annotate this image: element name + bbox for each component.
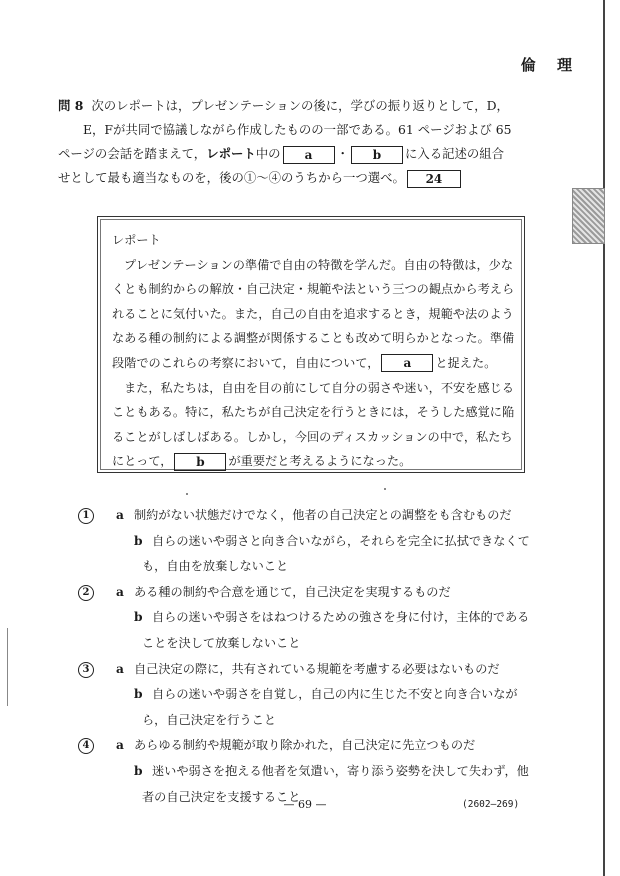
choice-1-number-circle: 1 (78, 508, 94, 524)
section-tab-marker (572, 188, 605, 244)
report-text-5b: と捉えた。 (435, 355, 497, 370)
choice-2-number-circle: 2 (78, 585, 94, 601)
report-keyword: レポート (206, 146, 256, 161)
report-text-9a: にとって， (112, 454, 173, 469)
report-title: レポート (112, 233, 161, 247)
question-line-2: E，Fが共同で協議しながら作成したものの一部である。61 ページおよび 65 (83, 122, 512, 137)
question-number: 問 8 (58, 98, 84, 113)
report-line-6: また，私たちは，自由を目の前にして自分の弱さや迷い，不安を感じる (124, 380, 514, 395)
answer-choices (80, 503, 540, 810)
choice-1-a-text: 制約がない状態だけでなく，他者の自己決定との調整をも含むものだ (134, 508, 512, 522)
question-stem (58, 94, 528, 190)
label-a: a (116, 738, 124, 753)
report-blank-a: a (381, 354, 433, 372)
question-text-3c: に入る記述の組合 (404, 146, 505, 161)
report-line-3: れることに気付いた。また，自己の自由を追求するとき，規範や法のよう (112, 306, 514, 321)
choice-4-number-circle: 4 (78, 738, 94, 754)
choice-2-b-cont: ことを決して放棄しないこと (142, 635, 301, 650)
label-b: b (134, 687, 143, 702)
scan-speck (384, 488, 386, 490)
choice-4-a[interactable] (80, 733, 540, 759)
answer-number-box: 24 (407, 170, 461, 188)
question-line-1 (58, 94, 528, 118)
label-b: b (134, 533, 143, 548)
choice-1-b-text: 自らの迷いや弱さと向き合いながら，それらを完全に払拭できなくて (152, 533, 530, 548)
choice-2-a[interactable] (80, 580, 540, 606)
choice-1-b-cont: も，自由を放棄しないこと (142, 559, 289, 574)
scan-speck (186, 493, 188, 495)
choice-3-b-cont: ら，自己決定を行うこと (142, 712, 277, 727)
question-line-4 (58, 166, 528, 190)
question-text-4: せとして最も適当なものを，後の①～④のうちから一つ選べ。 (58, 170, 405, 185)
report-text-9b: が重要だと考えるようになった。 (228, 454, 412, 469)
choice-4-b (80, 759, 540, 785)
blank-b-box: b (351, 146, 403, 164)
choice-4-b-cont: 者の自己決定を支援すること (142, 789, 301, 804)
question-text-3a: ページの会話を踏まえて， (58, 146, 207, 161)
label-a: a (116, 584, 124, 599)
exam-code: (2602—269) (462, 799, 520, 810)
choice-2-b (80, 605, 540, 631)
choice-1-b (80, 529, 540, 555)
choice-3-b (80, 682, 540, 708)
blank-a-box: a (283, 146, 335, 164)
report-line-1: プレゼンテーションの準備で自由の特徴を学んだ。自由の特徴は，少な (124, 257, 514, 272)
choice-3-a-text: 自己決定の際に，共有されている規範を考慮する必要はないものだ (134, 661, 500, 676)
page-edge-rule (603, 0, 605, 876)
choice-2-a-text: ある種の制約や合意を通じて，自己決定を実現するものだ (134, 584, 451, 599)
blank-separator: ・ (336, 146, 349, 161)
report-line-8: ることがしばしばある。しかし，今回のディスカッションの中で，私たち (112, 429, 513, 444)
report-line-4: なある種の制約による調整が関係することも改めて明らかとなった。準備 (112, 331, 515, 346)
question-line-3 (58, 142, 528, 166)
choice-3-a[interactable] (80, 657, 540, 683)
report-body (112, 228, 517, 474)
report-line-9 (112, 449, 517, 474)
choice-3-number-circle: 3 (78, 662, 94, 678)
report-blank-b: b (174, 453, 226, 471)
question-text-1: 次のレポートは，プレゼンテーションの後に，学びの振り返りとして，D， (91, 98, 509, 113)
label-a: a (116, 661, 124, 676)
choice-4-a-text: あらゆる制約や規範が取り除かれた，自己決定に先立つものだ (134, 738, 476, 753)
subject-heading: 倫 理 (520, 56, 580, 74)
report-line-7: こともある。特に，私たちが自己決定を行うときには，そうした感覚に陥 (112, 405, 515, 420)
report-line-2: くとも制約からの解放・自己決定・規範や法という三つの観点から考えら (112, 282, 515, 297)
choice-2-b-text: 自らの迷いや弱さをはねつけるための強さを身に付け，主体的である (152, 610, 530, 625)
choice-1-a[interactable] (80, 503, 540, 529)
report-line-5 (112, 351, 517, 376)
label-b: b (134, 610, 143, 625)
question-text-3b: 中の (255, 146, 281, 161)
label-a: a (116, 508, 124, 522)
report-text-5a: 段階でのこれらの考察において，自由について， (112, 355, 380, 370)
label-b: b (134, 763, 143, 778)
margin-rule (7, 628, 8, 706)
page-number: — 69 — (283, 798, 327, 811)
choice-4-b-text: 迷いや弱さを抱える他者を気遣い，寄り添う姿勢を決して失わず，他 (152, 763, 529, 778)
choice-3-b-text: 自らの迷いや弱さを自覚し，自己の内に生じた不安と向き合いなが (152, 687, 518, 702)
